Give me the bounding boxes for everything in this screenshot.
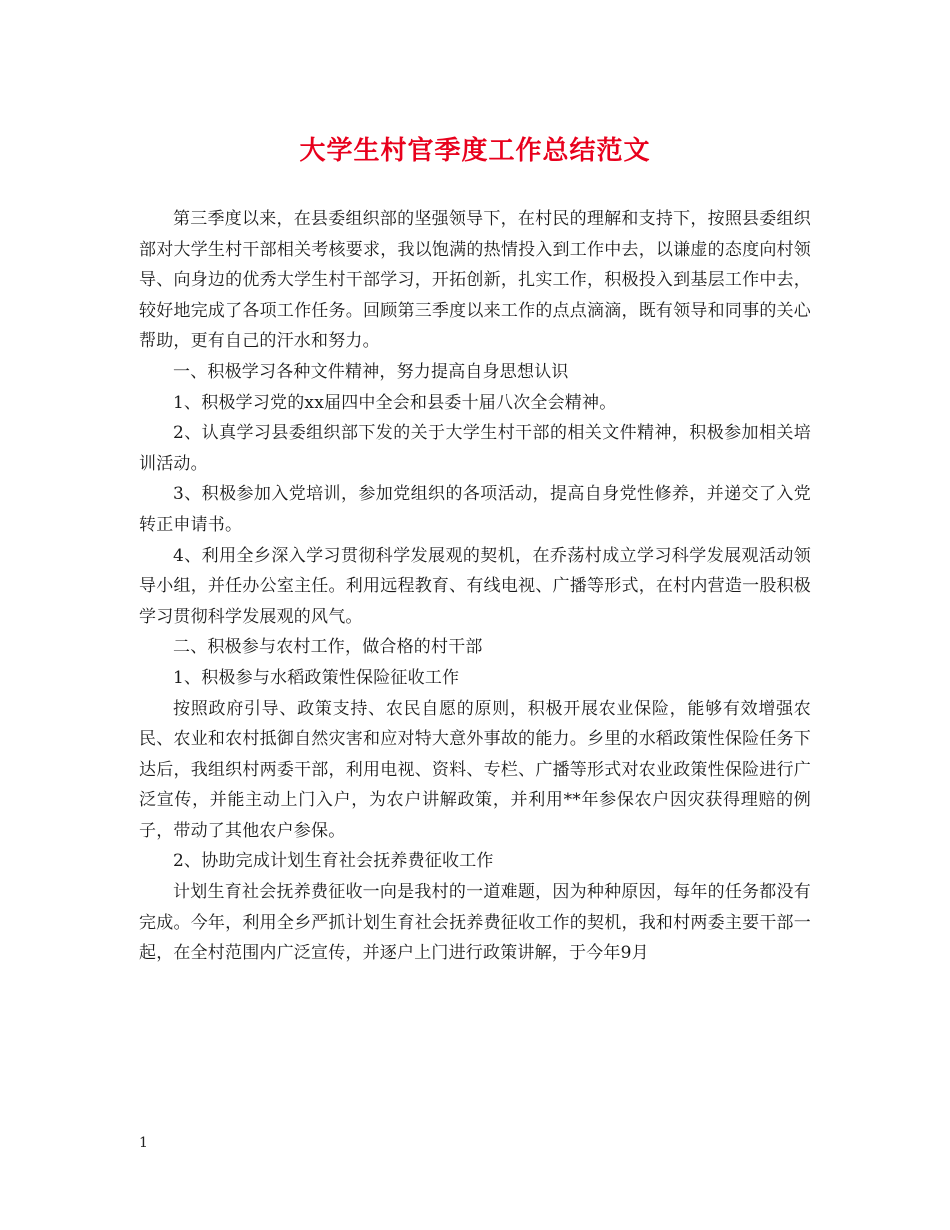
paragraph-item: 1、积极学习党的xx届四中全会和县委十届八次全会精神。: [173, 392, 617, 413]
section-heading-1: 一、积极学习各种文件精神，努力提高自身思想认识: [173, 361, 569, 382]
subheading: 2、协助完成计划生育社会抚养费征收工作: [173, 851, 494, 872]
paragraph-intro: 第三季度以来，在县委组织部的坚强领导下，在村民的理解和支持下，按照县委组织部对大学生村干部相关考核要求，我以饱满的热情投入到工作中去，以谦虚的态度向村领导、向身边的优秀大学生村干部学习，开拓创新，扎实工作，积极投入到基层工作中去，较好地完成了各项工作任务。回顾第三季度以来工作的点点滴滴，既有领导和同事的关心帮助，更有自己的汗水和努力。: [139, 209, 811, 352]
paragraph: 按照政府引导、政策支持、农民自愿的原则，积极开展农业保险，能够有效增强农民、农业和农村抵御自然灾害和应对特大意外事故的能力。乡里的水稻政策性保险任务下达后，我组织村两委干部，利用电视、资料、专栏、广播等形式对农业政策性保险进行广泛宣传，并能主动上门入户，为农户讲解政策，并利用**年参保农户因灾获得理赔的例子，带动了其他农户参保。: [139, 698, 811, 841]
document-body: [139, 204, 811, 969]
page-number: 1: [139, 1135, 148, 1151]
section-heading-2: 二、积极参与农村工作，做合格的村干部: [173, 637, 483, 658]
document-title: 大学生村官季度工作总结范文: [299, 136, 651, 166]
paragraph: 计划生育社会抚养费征收一向是我村的一道难题，因为种种原因，每年的任务都没有完成。今年，利用全乡严抓计划生育社会抚养费征收工作的契机，我和村两委主要干部一起，在全村范围内广泛宣传，并逐户上门进行政策讲解，于今年9月: [139, 882, 811, 964]
paragraph-item: 2、认真学习县委组织部下发的关于大学生村干部的相关文件精神，积极参加相关培训活动。: [139, 423, 811, 474]
paragraph-item: 4、利用全乡深入学习贯彻科学发展观的契机，在乔荡村成立学习科学发展观活动领导小组，并任办公室主任。利用远程教育、有线电视、广播等形式，在村内营造一股积极学习贯彻科学发展观的风气。: [139, 545, 811, 627]
subheading: 1、积极参与水稻政策性保险征收工作: [173, 667, 460, 688]
paragraph-item: 3、积极参加入党培训，参加党组织的各项活动，提高自身党性修养，并递交了入党转正申请书。: [139, 484, 811, 535]
